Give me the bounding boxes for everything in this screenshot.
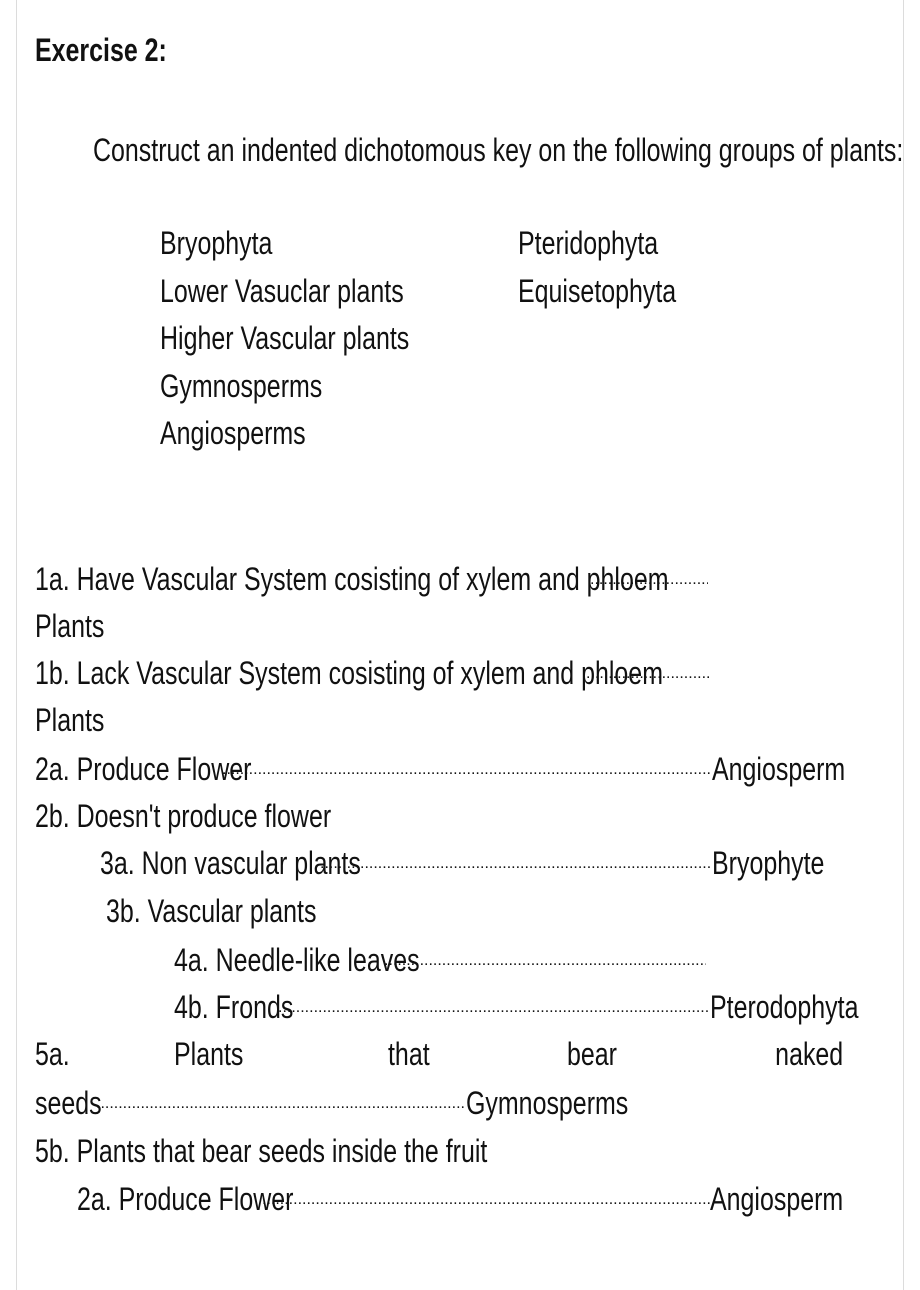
key-answer-5a: Gymnosperms [466,1085,629,1121]
key-line-4a: 4a. Needle-like leaves [174,942,420,978]
key-line-1a: 1a. Have Vascular System cosisting of xylem and phloem [35,561,669,597]
key-line-3a: 3a. Non vascular plants [100,845,361,881]
key-answer-3a: Bryophyte [712,845,825,881]
key-line-5a-wrap: seeds [35,1085,102,1121]
leader-dots [588,556,708,603]
key-line-3b: 3b. Vascular plants [106,893,317,929]
plant-group-item: Higher Vascular plants [160,320,410,356]
plant-group-item: Bryophyta [160,225,273,261]
exercise-title: Exercise 2: [35,32,167,68]
leader-dots [260,1176,710,1223]
key-line-2b: 2b. Doesn't produce flower [35,798,332,834]
key-line-2a-repeat: 2a. Produce Flower [77,1181,294,1217]
leader-dots [382,937,706,984]
key-line-1b: 1b. Lack Vascular System cosisting of xylem and phloem [35,655,663,691]
leader-dots [276,984,710,1031]
leader-dots [318,840,712,887]
key-answer-2a: Angiosperm [712,751,846,787]
leader-dots [584,650,710,697]
plant-group-item: Gymnosperms [160,367,323,404]
key-line-1a-wrap: Plants [35,608,105,644]
plant-groups-column-1 [160,220,480,458]
leader-dots [220,746,712,793]
key-answer-4b: Pterodophyta [710,989,859,1025]
key-line-5a: 5a. Plants that bear naked [35,1036,843,1072]
plant-group-item: Equisetophyta [518,272,677,309]
plant-group-item: Angiosperms [160,415,306,451]
key-line-4b: 4b. Fronds [174,989,294,1025]
key-line-1b-wrap: Plants [35,702,105,738]
key-line-2a: 2a. Produce Flower [35,751,252,787]
instruction-text: Construct an indented dichotomous key on the following groups of plants: [93,132,904,168]
leader-dots [94,1080,466,1127]
key-line-5b: 5b. Plants that bear seeds inside the fruit [35,1133,488,1169]
plant-group-item: Pteridophyta [518,225,659,261]
plant-groups-column-2 [518,220,721,315]
key-answer-2a-repeat: Angiosperm [710,1181,844,1217]
plant-group-item: Lower Vasuclar plants [160,272,404,309]
